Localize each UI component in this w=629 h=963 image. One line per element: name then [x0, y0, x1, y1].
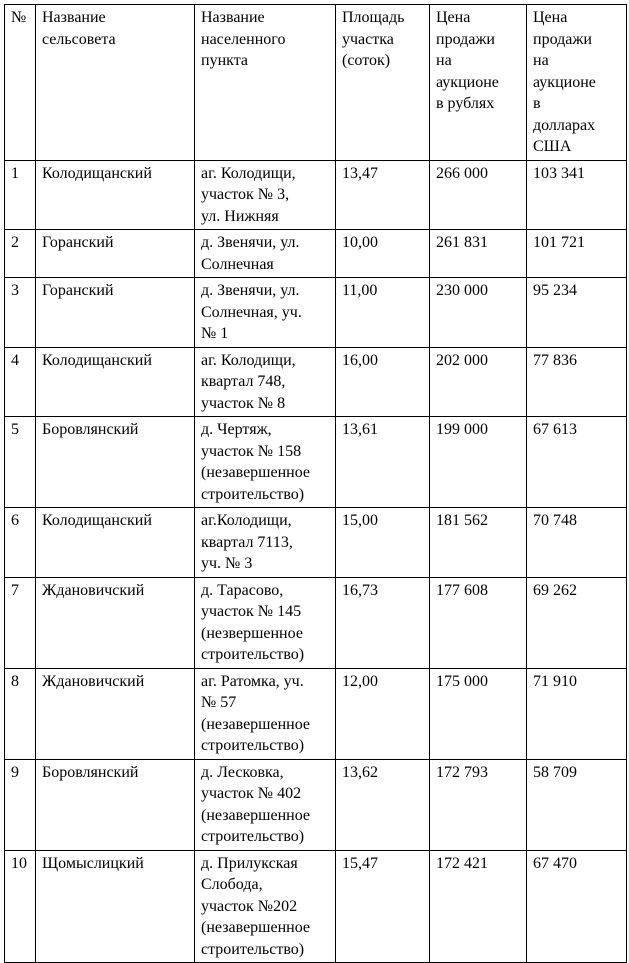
cell-settlement: д. Прилукская Слобода, участок №202 (незавершенное строительство)	[195, 850, 336, 963]
land-auction-table	[4, 4, 627, 963]
cell-area: 15,47	[336, 850, 430, 963]
cell-price-usd: 67 613	[527, 417, 627, 508]
cell-price-rub: 175 000	[430, 668, 527, 759]
cell-price-usd: 67 470	[527, 850, 627, 963]
cell-price-usd: 71 910	[527, 668, 627, 759]
table-row	[5, 347, 627, 417]
cell-council: Ждановичский	[36, 668, 195, 759]
cell-price-rub: 172 421	[430, 850, 527, 963]
cell-settlement: аг. Колодищи, участок № 3, ул. Нижняя	[195, 160, 336, 230]
cell-council: Горанский	[36, 230, 195, 278]
cell-price-usd: 77 836	[527, 347, 627, 417]
cell-settlement: д. Звенячи, ул. Солнечная, уч. № 1	[195, 278, 336, 348]
cell-price-rub: 266 000	[430, 160, 527, 230]
cell-number: 5	[5, 417, 36, 508]
table-row	[5, 230, 627, 278]
cell-area: 16,00	[336, 347, 430, 417]
table-row	[5, 759, 627, 850]
cell-settlement: аг.Колодищи, квартал 7113, уч. № 3	[195, 508, 336, 578]
header-price-usd: Цена продажи на аукционе в долларах США	[527, 5, 627, 161]
table-row	[5, 508, 627, 578]
cell-number: 6	[5, 508, 36, 578]
table-row	[5, 278, 627, 348]
cell-number: 2	[5, 230, 36, 278]
cell-council: Щомыслицкий	[36, 850, 195, 963]
cell-settlement: аг. Ратомка, уч. № 57 (незавершенное строительство)	[195, 668, 336, 759]
cell-number: 1	[5, 160, 36, 230]
cell-settlement: д. Тарасово, участок № 145 (незвершенное строительство)	[195, 577, 336, 668]
cell-area: 10,00	[336, 230, 430, 278]
cell-price-rub: 172 793	[430, 759, 527, 850]
cell-area: 12,00	[336, 668, 430, 759]
cell-settlement: д. Чертяж, участок № 158 (незавершенное строительство)	[195, 417, 336, 508]
cell-settlement: аг. Колодищи, квартал 748, участок № 8	[195, 347, 336, 417]
cell-price-usd: 95 234	[527, 278, 627, 348]
table-row	[5, 417, 627, 508]
table-row	[5, 160, 627, 230]
cell-number: 9	[5, 759, 36, 850]
cell-settlement: д. Звенячи, ул. Солнечная	[195, 230, 336, 278]
header-council-name: Название сельсовета	[36, 5, 195, 161]
header-price-rub: Цена продажи на аукционе в рублях	[430, 5, 527, 161]
cell-price-rub: 177 608	[430, 577, 527, 668]
cell-number: 8	[5, 668, 36, 759]
cell-price-usd: 69 262	[527, 577, 627, 668]
cell-price-rub: 202 000	[430, 347, 527, 417]
cell-price-usd: 103 341	[527, 160, 627, 230]
cell-price-rub: 199 000	[430, 417, 527, 508]
cell-number: 7	[5, 577, 36, 668]
cell-council: Боровлянский	[36, 417, 195, 508]
cell-area: 13,62	[336, 759, 430, 850]
cell-price-usd: 101 721	[527, 230, 627, 278]
cell-price-usd: 70 748	[527, 508, 627, 578]
header-plot-area: Площадь участка (соток)	[336, 5, 430, 161]
cell-number: 4	[5, 347, 36, 417]
table-body	[5, 160, 627, 963]
cell-settlement: д. Лесковка, участок № 402 (незавершенное строительство)	[195, 759, 336, 850]
cell-area: 13,47	[336, 160, 430, 230]
cell-council: Колодищанский	[36, 347, 195, 417]
cell-area: 11,00	[336, 278, 430, 348]
cell-council: Колодищанский	[36, 508, 195, 578]
cell-area: 13,61	[336, 417, 430, 508]
cell-council: Горанский	[36, 278, 195, 348]
cell-price-rub: 181 562	[430, 508, 527, 578]
cell-price-usd: 58 709	[527, 759, 627, 850]
header-settlement-name: Название населенного пункта	[195, 5, 336, 161]
header-number: №	[5, 5, 36, 161]
cell-council: Колодищанский	[36, 160, 195, 230]
cell-price-rub: 261 831	[430, 230, 527, 278]
table-row	[5, 850, 627, 963]
table-header-row	[5, 5, 627, 161]
table-row	[5, 577, 627, 668]
cell-area: 15,00	[336, 508, 430, 578]
cell-council: Боровлянский	[36, 759, 195, 850]
cell-council: Ждановичский	[36, 577, 195, 668]
table-row	[5, 668, 627, 759]
cell-area: 16,73	[336, 577, 430, 668]
cell-number: 3	[5, 278, 36, 348]
cell-number: 10	[5, 850, 36, 963]
cell-price-rub: 230 000	[430, 278, 527, 348]
